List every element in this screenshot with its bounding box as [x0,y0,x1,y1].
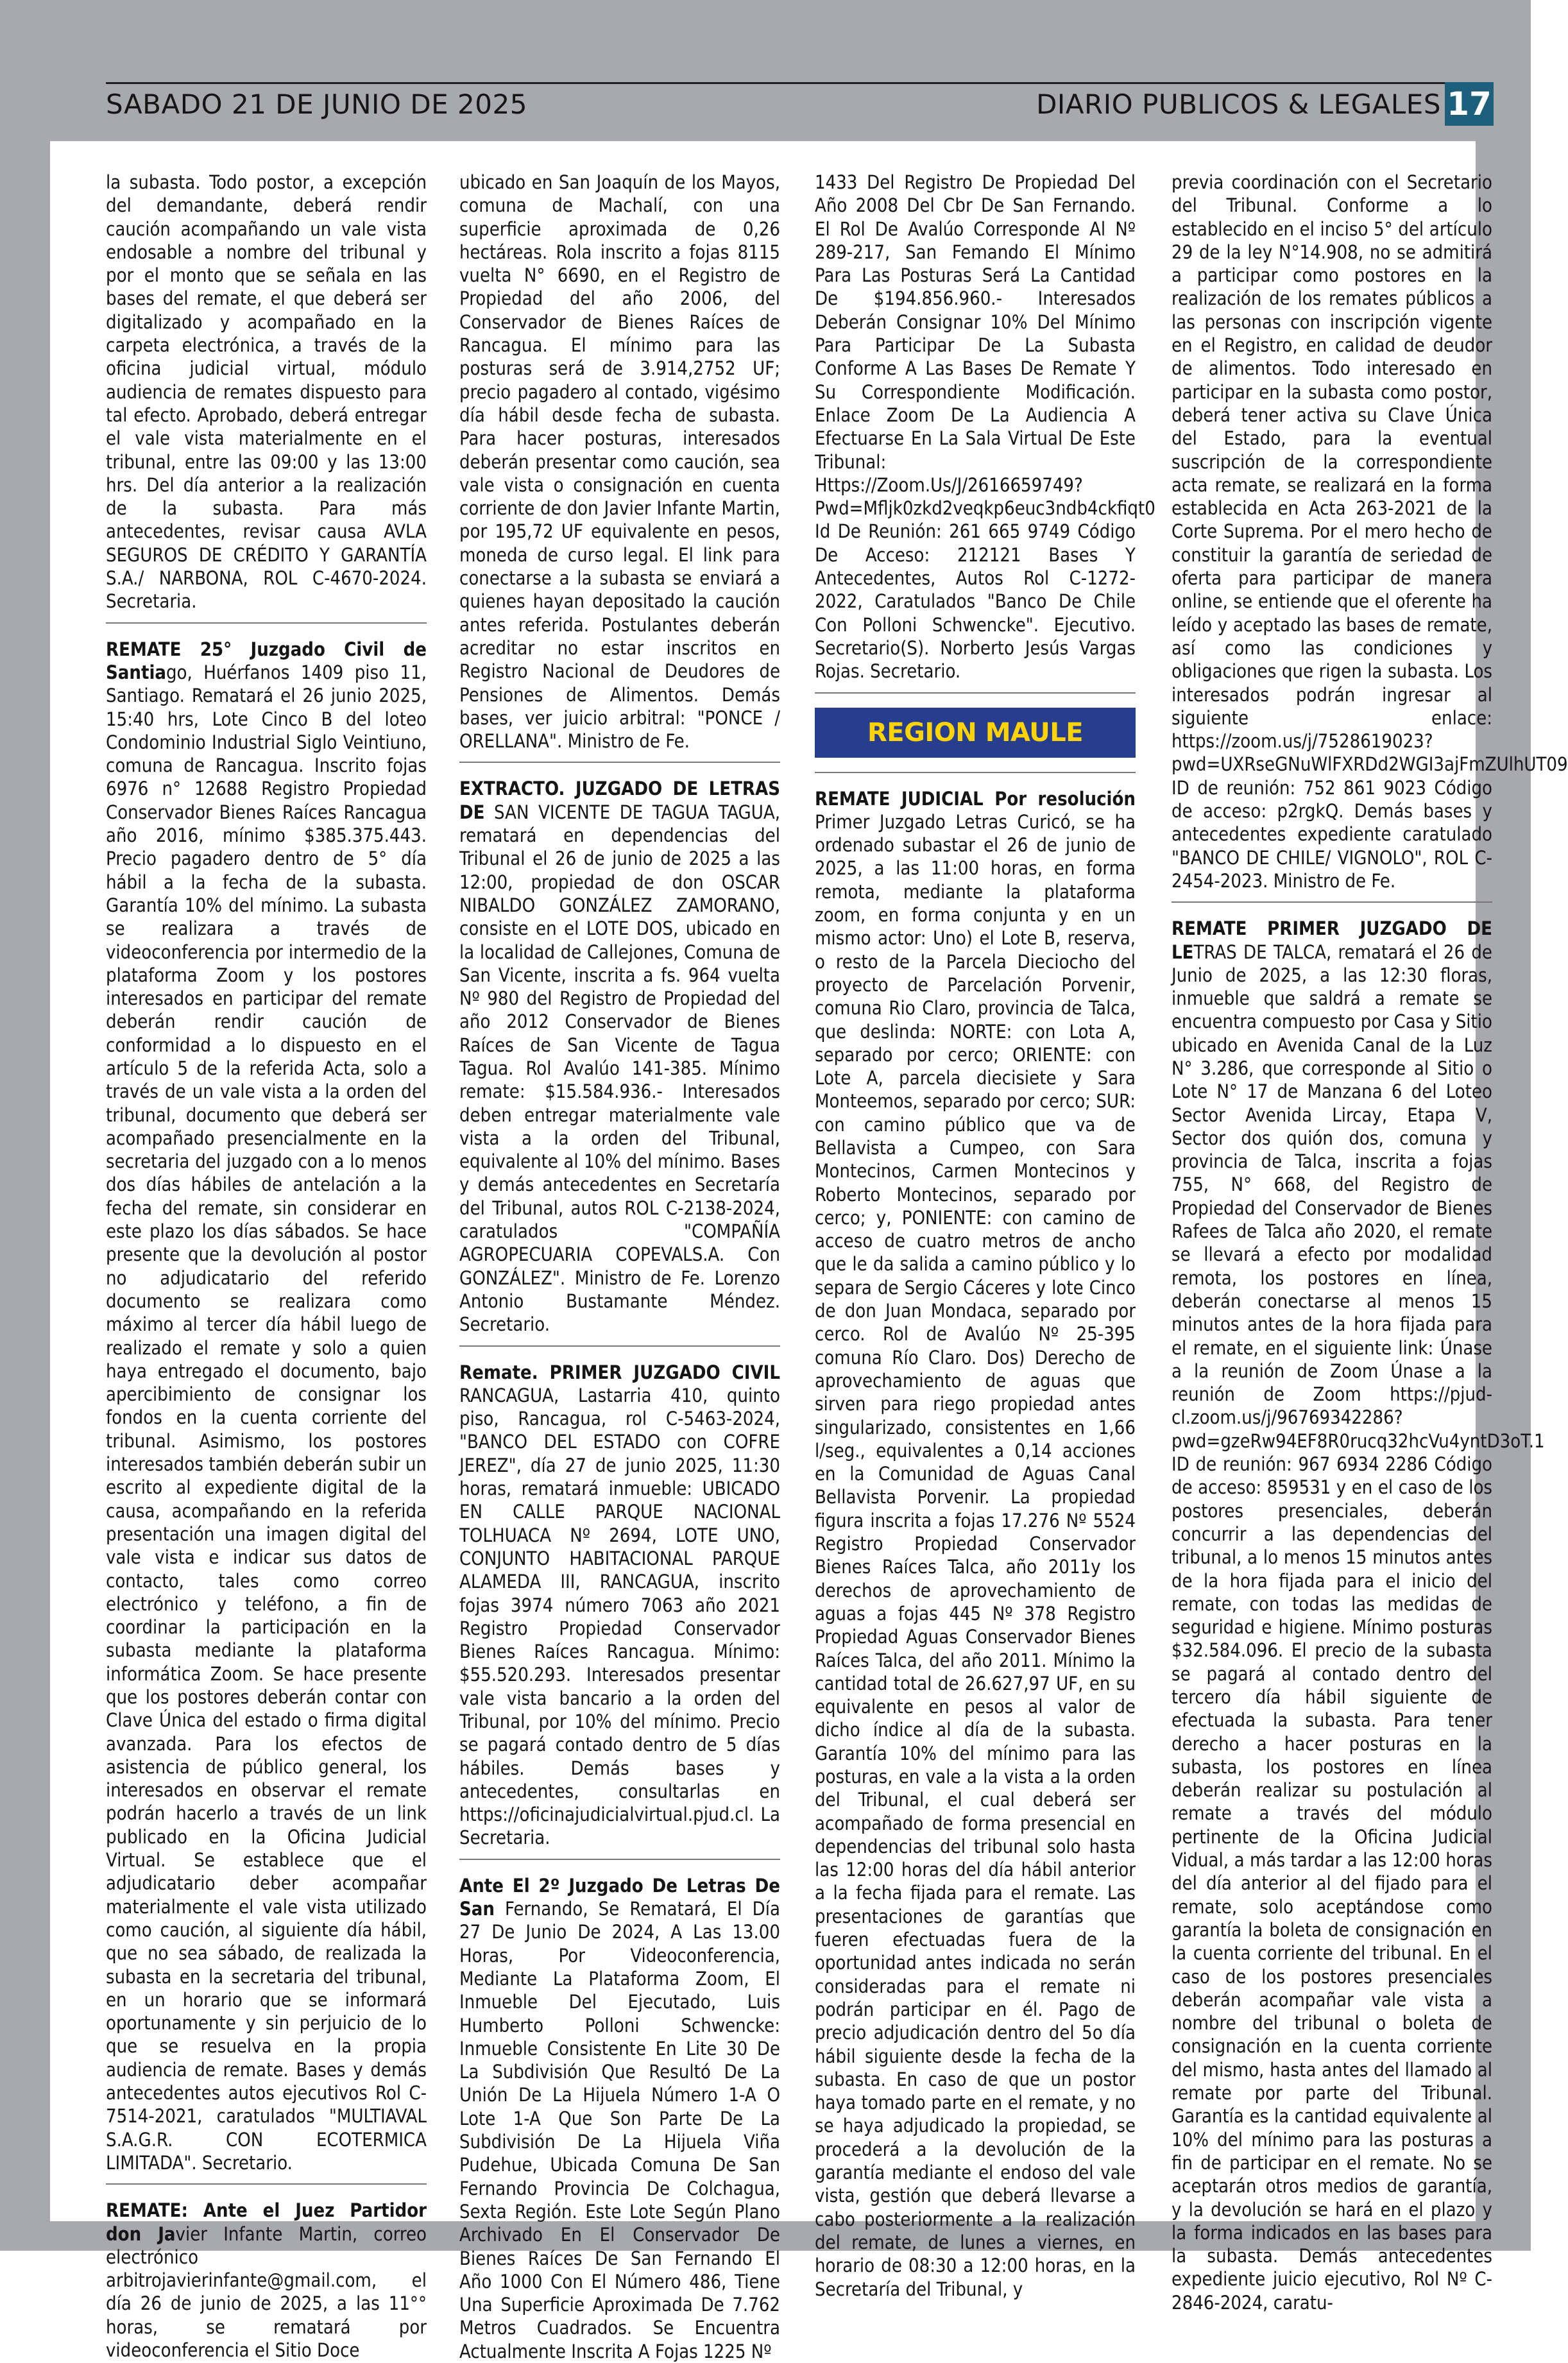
notice-body: vier Infante Martin, correo electrónico arbitrojavierinfante@gmail.com, el día 26 de junio de 2025, a las 11°° horas, se rematará por videoconferencia el Sitio Doce [106,2222,427,2362]
notice-body: SAN VICENTE DE TAGUA TAGUA, rematará en dependencias del Tribunal el 26 de junio de 2025 a las 12:00, propiedad de don OSCAR NIBALDO GONZÁLEZ ZAMORANO, consiste en el LOTE DOS, ubicado en la localidad de Callejones, Comuna de San Vicente, inscrita a fs. 964 vuelta Nº 980 del Registro de Propiedad del año 2012 Conservador de Bienes Raíces de San Vicente de Tagua Tagua. Rol Avalúo 141-385. Mínimo remate: $15.584.936.- Interesados deben entregar materialmente vale vista a la orden del Tribunal, equivalente al 10% del mínimo. Bases y demás antecedentes en Secretaría del Tribunal, autos ROL C-2138-2024, caratulados "COMPAÑÍA AGROPECUARIA COPEVALS.A. Con GONZÁLEZ". Ministro de Fe. Lorenzo Antonio Bustamante Méndez. Secretario. [459,801,780,1336]
notice-juez-partidor [106,2199,427,2362]
notice-divider [459,1859,780,1860]
notice-remate-talca [1172,917,1545,2314]
notice-continuation: 1433 Del Registro De Propiedad Del Año 2008 Del Cbr De San Fernando. El Rol De Avalúo Corresponde Al Nº 289-217, San Femando El Mínimo Para Las Posturas Será La Cantidad De $194.856.960.- Interesados Deberán Consignar 10% Del Mínimo Para Participar De La Subasta Conforme A Las Bases De Remate Y Su Correspondiente Modificación. Enlace Zoom De La Audiencia A Efectuarse En La Sala Virtual De Este Tribunal: Https://Zoom.Us/J/2616659749?Pwd=Mfljk0zkd2veqkp6euc3ndb4ckfiqt0 Id De Reunión: 261 665 9749 Código De Acceso: 212121 Bases Y Antecedentes, Autos Rol C-1272-2022, Caratulados "Banco De Chile Con Polloni Schwencke". Ejecutivo. Secretario(S). Norberto Jesús Vargas Rojas. Secretario. [815,171,1155,683]
notice-primer-juzgado-rancagua [459,1361,780,1850]
notice-divider [459,1345,780,1347]
notice-heading: REMATE JUDICIAL Por resolución [815,787,1136,810]
column-1 [106,171,427,2362]
notice-extracto-san-vicente [459,777,780,1336]
notice-divider [1172,901,1492,903]
page-number-badge: 17 [1445,82,1494,126]
header-rule [106,82,1451,84]
issue-date: SABADO 21 DE JUNIO DE 2025 [106,89,527,120]
notice-heading: REMATE PRIMER JUZGADO DE LE [1172,917,1492,963]
notice-body: Primer Juzgado Letras Curicó, se ha ordenado subastar el 26 de junio de 2025, a las 11:00 horas, en forma remota, mediante la plataforma zoom, en forma conjunta y en un mismo actor: Uno) el Lote B, reserva, o resto de la Parcela Dieciocho del proyecto de Parcelación Porvenir, comuna Rio Claro, provincia de Talca, que deslinda: NORTE: con Lota A, separado por cerco; ORIENTE: con Lote A, parcela diecisiete y Sara Monteemos, separado por cerco; SUR: con camino público que va de Bellavista a Cumpeo, con Sara Montecinos, Carmen Montecinos y Roberto Montecinos, separado por cerco; y, PONIENTE: con camino de acceso de cuatro metros de ancho que le da salida a camino público y lo separa de Sergio Cáceres y lote Cinco de don Juan Mondaca, separado por cerco. Rol de Avalúo Nº 25-395 comuna Río Claro. Dos) Derecho de aprovechamiento de aguas que sirven para riego propiedad antes singularizado, consistentes en 1,66 l/seg., equivalentes a 0,14 acciones en la Comunidad de Aguas Canal Bellavista Porvenir. La propiedad figura inscrita a fojas 17.276 Nº 5524 Registro Propiedad Conservador Bienes Raíces Talca, año 2011y los derechos de aprovechamiento de aguas a fojas 445 Nº 378 Registro Propiedad Aguas Conservador Bienes Raíces Talca, del año 2011. Mínimo la cantidad total de 26.627,97 UF, en su equivalente en pesos al valor de dicho índice al día de la subasta. Garantía 10% del mínimo para las posturas, en vale a la vista a la orden del Tribunal, el cual deberá ser acompañado de forma presencial en dependencias del tribunal solo hasta las 12:00 horas del día hábil anterior a la fecha fijada para el remate. Las presentaciones de garantías que fueren efectuadas fuera de la oportunidad antes indicada no serán consideradas para el remate ni podrán participar en él. Pago de precio adjudicación dentro del 5o día hábil siguiente desde la fecha de la subasta. En caso de que un postor haya tomado parte en el remate, y no se haya adjudicado la propiedad, se procederá a la devolución de la garantía mediante el endoso del vale vista, gestión que deberá llevarse a cabo posteriormente a la realización del remate, de lunes a viernes, en horario de 08:30 a 12:00 horas, en la Secretaría del Tribunal, y [815,810,1136,2300]
notice-divider [815,692,1136,694]
notice-divider [815,772,1136,773]
notice-heading: REMATE 25° Juzgado Civil de Santia [106,638,427,683]
notice-heading: REMATE: Ante el Juez Partidor don Ja [106,2199,427,2245]
notice-remate-25-juzgado [106,638,427,2175]
notice-body: go, Huérfanos 1409 piso 11, Santiago. Rematará el 26 junio 2025, 15:40 hrs, Lote Cinco B del loteo Condominio Industrial Siglo Veintiuno, comuna de Rancagua. Inscrito fojas 6976 n° 12688 Registro Propiedad Conservador Bienes Raíces Rancagua año 2016, mínimo $385.375.443. Precio pagadero dentro de 5° día hábil a la fecha de la subasta. Garantía 10% del mínimo. La subasta se realizara a través de videoconferencia por intermedio de la plataforma Zoom y los postores interesados en participar del remate deberán rendir caución de conformidad a lo dispuesto en el artículo 5 de la referida Acta, solo a través de un vale vista a la orden del tribunal, documento que deberá ser acompañado presencialmente en la secretaria del juzgado con a lo menos dos días hábiles de antelación a la fecha del remate, sin considerar en este plazo los días sábados. Se hace presente que la devolución al postor no adjudicatario del referido documento se realizara como máximo al tercer día hábil luego de realizado el remate y solo a quien haya entregado el documento, bajo apercibimiento de consignar los fondos en la cuenta corriente del tribunal. Asimismo, los postores interesados también deberán subir un escrito al expediente digital de la causa, acompañando en la referida presentación una imagen digital del vale vista e indicar sus datos de contacto, tales como correo electrónico y teléfono, a fin de coordinar la participación en la subasta mediante la plataforma informática Zoom. Se hace presente que los postores deberán contar con Clave Única del estado o firma digital avanzada. Para los efectos de asistencia de público general, los interesados en observar el remate podrán hacerlo a través de un link publicado en la Oficina Judicial Virtual. Se establece que el adjudicatario deber acompañar materialmente el vale vista utilizado como caución, al siguiente día hábil, que no sea sábado, de realizada la subasta en la secretaria del tribunal, en un horario que se informará oportunamente y sin perjuicio de lo que se resuelva en la propia audiencia de remate. Bases y demás antecedentes autos ejecutivos Rol C-7514-2021, caratulados "MULTIAVAL S.A.G.R. CON ECOTERMICA LIMITADA". Secretario. [106,661,427,2174]
column-3 [815,171,1155,2300]
notice-continuation: previa coordinación con el Secretario del Tribunal. Conforme a lo establecido en el inciso 5° del artículo 29 de la ley N°14.908, no se admitirá a participar como postores en la realización de los remates públicos a las personas con inscripción vigente en el Registro, en calidad de deudor de alimentos. Todo interesado en participar en la subasta como postor, deberá tener activa su Clave Única del Estado, para la eventual suscripción de la correspondiente acta remate, se realizará en la forma establecida en Acta 263-2021 de la Corte Suprema. Por el mero hecho de constituir la garantía de seriedad de oferta para participar de manera online, se entiende que el oferente ha leído y aceptado las bases de remate, así como las condiciones y obligaciones que rigen la subasta. Los interesados podrán ingresar al siguiente enlace: https://zoom.us/j/7528619023?pwd=UXRseGNuWlFXRDd2WGI3ajFmZUlhUT09 ID de reunión: 752 861 9023 Código de acceso: p2rgkQ. Demás bases y antecedentes expediente caratulado "BANCO DE CHILE/ VIGNOLO", ROL C-2454-2023. Ministro de Fe. [1172,171,1568,892]
notice-body: RANCAGUA, Lastarria 410, quinto piso, Rancagua, rol C-5463-2024, "BANCO DEL ESTADO con COFRE JEREZ", día 27 de junio 2025, 11:30 horas, rematará inmueble: UBICADO EN CALLE PARQUE NACIONAL TOLHUACA Nº 2694, LOTE UNO, CONJUNTO HABITACIONAL PARQUE ALAMEDA III, RANCAGUA, inscrito fojas 3974 número 7063 año 2021 Registro Propiedad Conservador Bienes Raíces Rancagua. Mínimo: $55.520.293. Interesados presentar vale vista bancario a la orden del Tribunal, por 10% del mínimo. Precio se pagará contado dentro de 5 días hábiles. Demás bases y antecedentes, consultarlas en https://oficinajudicialvirtual.pjud.cl. La Secretaria. [459,1384,780,1849]
region-maule-banner: REGION MAULE [815,708,1136,758]
notice-body: Fernando, Se Rematará, El Día 27 De Junio De 2024, A Las 13.00 Horas, Por Videoconferencia, Mediante La Plataforma Zoom, El Inmueble Del Ejecutado, Luis Humberto Polloni Schwencke: Inmueble Consistente En Lite 30 De La Subdivisión Que Resultó De La Unión De La Hijuela Número 1-A O Lote 1-A Que Son Parte De La Subdivisión De La Hijuela Viña Pudehue, Ubicada Comuna De San Fernando Provincia De Colchagua, Sexta Región. Este Lote Según Plano Archivado En El Conservador De Bienes Raíces De San Fernando El Año 1000 Con El Número 486, Tiene Una Superficie Aproximada De 7.762 Metros Cuadrados. Se Encuentra Actualmente Inscrita A Fojas 1225 Nº [459,1898,780,2362]
page-header-band [0,0,1531,141]
notice-divider [459,762,780,763]
notice-continuation: ubicado en San Joaquín de los Mayos, comuna de Machalí, con una superficie aproximada de 0,26 hectáreas. Rola inscrito a fojas 8115 vuelta N° 6690, en el Registro de Propiedad del año 2006, del Conservador de Bienes Raíces de Rancagua. El mínimo para las posturas será de 3.914,2752 UF; precio pagadero al contado, vigésimo día hábil desde fecha de subasta. Para hacer posturas, interesados deberán presentar como caución, sea vale vista o consignación en cuenta corriente de don Javier Infante Martin, por 195,72 UF equivalente en pesos, moneda de curso legal. El link para conectarse a la subasta se enviará a quienes hayan depositado la caución antes referida. Postulantes deberán acreditar no estar inscritos en Registro Nacional de Deudores de Pensiones de Alimentos. Demás bases, ver juicio arbitral: "PONCE / ORELLANA". Ministro de Fe. [459,171,780,753]
notice-divider [106,622,427,624]
left-page-margin [0,141,50,2251]
column-4 [1172,171,1568,2314]
column-2 [459,171,780,2362]
notice-divider [106,2183,427,2185]
notice-remate-curico [815,787,1136,2301]
notice-heading: EXTRACTO. JUZGADO DE LETRAS DE [459,778,780,823]
publication-name: DIARIO PUBLICOS & LEGALES [1036,89,1441,120]
notice-san-fernando [459,1874,780,2363]
notice-continuation: la subasta. Todo postor, a excepción del demandante, deberá rendir caución acompañando un vale vista endosable a nombre del tribunal y por el monto que se señala en las bases del remate, el que deberá ser digitalizado y acompañado en la carpeta electrónica, a través de la oficina judicial virtual, módulo audiencia de remates dispuesto para tal efecto. Aprobado, deberá entregar el vale vista materialmente en el tribunal, entre las 09:00 y las 13:00 hrs. Del día anterior a la realización de la subasta. Para más antecedentes, revisar causa AVLA SEGUROS DE CRÉDITO Y GARANTÍA S.A./ NARBONA, ROL C-4670-2024. Secretaria. [106,171,427,613]
notice-body: TRAS DE TALCA, rematará el 26 de Junio de 2025, a las 12:30 floras, inmueble que saldrá a remate se encuentra compuesto por Casa y Sitio ubicado en Avenida Canal de la Luz N° 3.286, que corresponde al Sitio o Lote N° 17 de Manzana 6 del Loteo Sector Avenida Lircay, Etapa V, Sector dos quión dos, comuna y provincia de Talca, inscrita a fojas 755, N° 668, del Registro de Propiedad del Conservador de Bienes Rafees de Talca año 2020, el remate se llevará a efecto por modalidad remota, los postores en línea, deberán conectarse al menos 15 minutos antes de la hora fijada para el remate, en el siguiente link: Únase a la reunión de Zoom Únase a la reunión de Zoom https://pjud-cl.zoom.us/j/96769342286?pwd=gzeRw94EF8R0rucq32hcVu4yntD3oT.1 ID de reunión: 967 6934 2286 Código de acceso: 859531 y en el caso de los postores presenciales, deberán concurrir a las dependencias del tribunal, a lo menos 15 minutos antes de la hora fijada para el inicio del remate, con todas las medidas de seguridad e higiene. Mínimo posturas $32.584.096. El precio de la subasta se pagará al contado dentro del tercero día hábil siguiente de efectuada la subasta. Para tener derecho a hacer posturas en la subasta, los postores en línea deberán realizar su postulación al remate a través del módulo pertinente de la Oficina Judicial Vidual, a más tardar a las 12:00 horas del día anterior al del fijado para el remate, solo aceptándose como garantía la boleta de consignación en la cuenta corriente del tribunal. En el caso de los postores presenciales deberán acompañar vale vista a nombre del tribunal o boleta de consignación en la cuenta corriente del mismo, hasta antes del llamado al remate por parte del Tribunal. Garantía es la cantidad equivalente al 10% del mínimo para las posturas a fin de participar en el remate. No se aceptarán otros medios de garantía, y la devolución se hará en el plazo y la forma indicados en las bases para la subasta. Demás antecedentes expediente juicio ejecutivo, Rol Nº C-2846-2024, caratu- [1172,941,1545,2314]
notice-heading: Remate. PRIMER JUZGADO CIVIL [459,1361,780,1383]
notice-heading: Ante El 2º Juzgado De Letras De San [459,1874,780,1920]
